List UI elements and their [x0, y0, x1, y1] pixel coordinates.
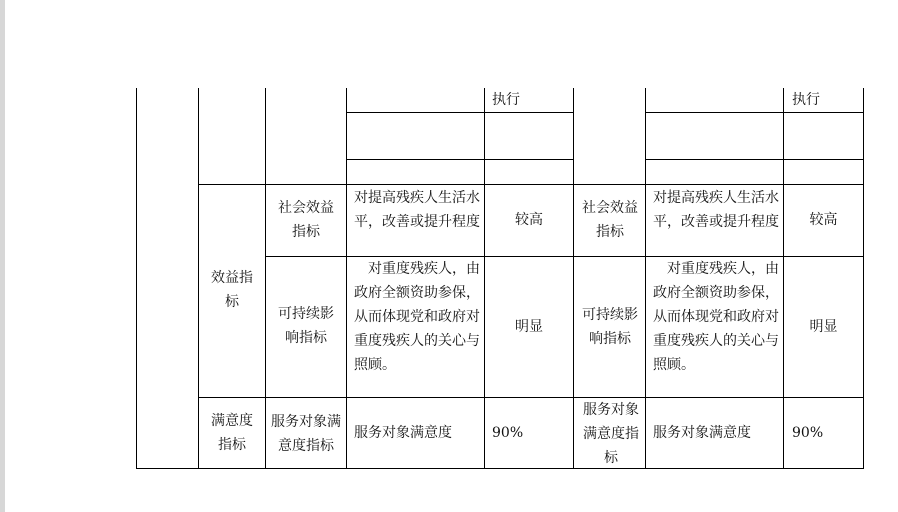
grid-line: [265, 88, 266, 469]
social-desc-left: 对提高残疾人生活水平，改善或提升程度: [354, 190, 480, 230]
sustain-sub-left: 可持续影响指标: [278, 306, 334, 346]
grid-line: [863, 88, 864, 469]
social-value-right: 较高: [809, 212, 838, 228]
sustain-desc-left: 对重度残疾人，由政府全额资助参保，从而体现党和政府对重度残疾人的关心与照顾。: [354, 261, 480, 373]
satisfaction-value-left: 90%: [492, 425, 524, 441]
grid-line: [198, 88, 199, 469]
sustain-value-left: 明显: [515, 319, 543, 335]
social-sub-right: 社会效益指标: [582, 200, 638, 240]
grid-line: [783, 88, 784, 469]
grid-line: [198, 184, 863, 185]
grid-line: [484, 88, 485, 469]
social-value-left: 较高: [515, 212, 543, 228]
category-benefit: 效益指标: [211, 270, 253, 310]
sustain-sub-right: 可持续影响指标: [582, 307, 638, 347]
satisfaction-sub-right: 服务对象满意度指标: [583, 402, 639, 466]
grid-line: [346, 159, 573, 160]
grid-line: [645, 88, 646, 469]
exec-value-left: 执行: [492, 92, 520, 108]
satisfaction-desc-left: 服务对象满意度: [354, 425, 452, 441]
sustain-value-right: 明显: [809, 319, 838, 335]
social-sub-left: 社会效益指标: [278, 200, 334, 240]
grid-line: [346, 88, 347, 469]
category-satisfaction: 满意度指标: [211, 413, 253, 453]
grid-line: [645, 112, 863, 113]
grid-line: [346, 112, 573, 113]
satisfaction-sub-left: 服务对象满意度指标: [271, 414, 341, 454]
sustain-desc-right: 对重度残疾人，由政府全额资助参保，从而体现党和政府对重度残疾人的关心与照顾。: [653, 261, 779, 373]
grid-line: [136, 468, 864, 469]
exec-value-right: 执行: [792, 92, 820, 108]
social-desc-right: 对提高残疾人生活水平，改善或提升程度: [653, 190, 779, 230]
grid-line: [136, 88, 137, 469]
grid-line: [573, 88, 574, 469]
document-page: [5, 0, 898, 512]
grid-line: [645, 159, 863, 160]
satisfaction-desc-right: 服务对象满意度: [653, 425, 751, 441]
satisfaction-value-right: 90%: [792, 425, 824, 441]
